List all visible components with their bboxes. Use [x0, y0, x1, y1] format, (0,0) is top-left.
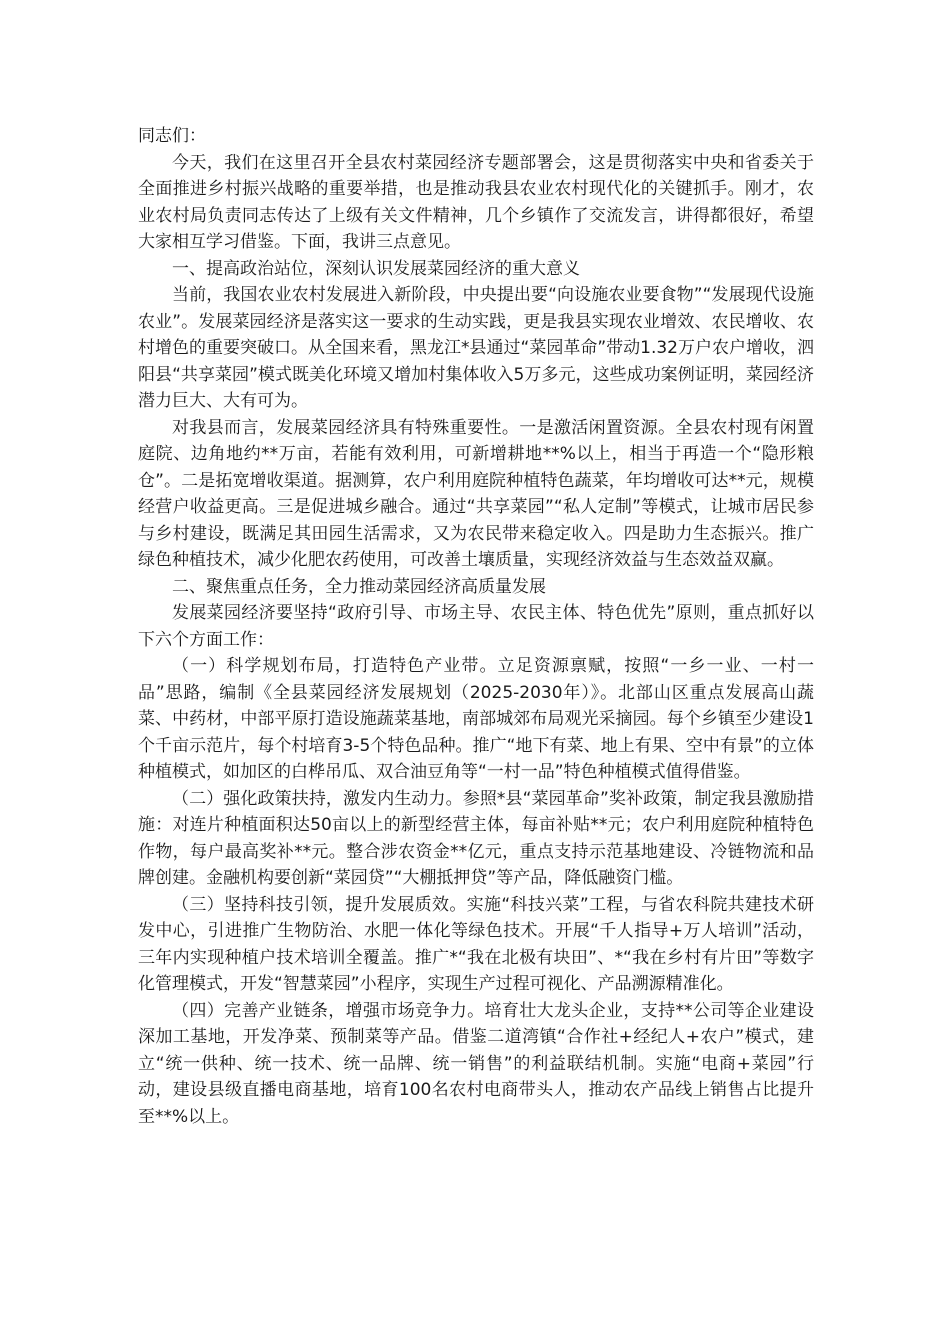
section-heading-2: 二、聚焦重点任务，全力推动菜园经济高质量发展	[172, 576, 546, 597]
paragraph-task-1: （一）科学规划布局，打造特色产业带。立足资源禀赋，按照“一乡一业、一村一品”思路，编制《全县菜园经济发展规划（2025-2030年）》。北部山区重点发展高山蔬菜、中药材，中部平原打造设施蔬菜基地，南部城郊布局观光采摘园。每个乡镇至少建设1个千亩示范片，每个村培育3-5个特色品种。推广“地下有菜、地上有果、空中有景”的立体种植模式，如加区的白桦吊瓜、双合油豆角等“一村一品”特色种植模式值得借鉴。	[138, 656, 814, 782]
paragraph-current-situation: 当前，我国农业农村发展进入新阶段，中央提出要“向设施农业要食物”“发展现代设施农业”。发展菜园经济是落实这一要求的生动实践，更是我县实现农业增效、农民增收、农村增色的重要突破口。从全国来看，黑龙江*县通过“菜园革命”带动1.32万户农户增收，泗阳县“共享菜园”模式既美化环境又增加村集体收入5万多元，这些成功案例证明，菜园经济潜力巨大、大有可为。	[138, 285, 814, 411]
paragraph-task-4: （四）完善产业链条，增强市场竞争力。培育壮大龙头企业，支持**公司等企业建设深加工基地，开发净菜、预制菜等产品。借鉴二道湾镇“合作社+经纪人+农户”模式，建立“统一供种、统一技术、统一品牌、统一销售”的利益联结机制。实施“电商+菜园”行动，建设县级直播电商基地，培育100名农村电商带头人，推动农产品线上销售占比提升至**%以上。	[138, 1000, 814, 1127]
paragraph-principles: 发展菜园经济要坚持“政府引导、市场主导、农民主体、特色优先”原则，重点抓好以下六个方面工作：	[138, 603, 814, 650]
paragraph-task-3: （三）坚持科技引领，提升发展质效。实施“科技兴菜”工程，与省农科院共建技术研发中心，引进推广生物防治、水肥一体化等绿色技术。开展“千人指导+万人培训”活动，三年内实现种植户技术培训全覆盖。推广*“我在北极有块田”、*“我在乡村有片田”等数字化管理模式，开发“智慧菜园”小程序，实现生产过程可视化、产品溯源精准化。	[138, 894, 814, 994]
document-body	[138, 123, 814, 1130]
section-heading-1: 一、提高政治站位，深刻认识发展菜园经济的重大意义	[172, 258, 580, 279]
paragraph-intro: 今天，我们在这里召开全县农村菜园经济专题部署会，这是贯彻落实中央和省委关于全面推进乡村振兴战略的重要举措，也是推动我县农业农村现代化的关键抓手。刚才，农业农村局负责同志传达了上级有关文件精神，几个乡镇作了交流发言，讲得都很好，希望大家相互学习借鉴。下面，我讲三点意见。	[138, 152, 814, 252]
salutation: 同志们：	[138, 126, 206, 146]
paragraph-county-significance: 对我县而言，发展菜园经济具有特殊重要性。一是激活闲置资源。全县农村现有闲置庭院、边角地约**万亩，若能有效利用，可新增耕地**%以上，相当于再造一个“隐形粮仓”。二是拓宽增收渠道。据测算，农户利用庭院种植特色蔬菜，年均增收可达**元，规模经营户收益更高。三是促进城乡融合。通过“共享菜园”“私人定制”等模式，让城市居民参与乡村建设，既满足其田园生活需求，又为农民带来稳定收入。四是助力生态振兴。推广绿色种植技术，减少化肥农药使用，可改善土壤质量，实现经济效益与生态效益双赢。	[138, 417, 814, 570]
paragraph-task-2: （二）强化政策扶持，激发内生动力。参照*县“菜园革命”奖补政策，制定我县激励措施：对连片种植面积达50亩以上的新型经营主体，每亩补贴**元；农户利用庭院种植特色作物，每户最高奖补**元。整合涉农资金**亿元，重点支持示范基地建设、冷链物流和品牌创建。金融机构要创新“菜园贷”“大棚抵押贷”等产品，降低融资门槛。	[138, 788, 814, 888]
